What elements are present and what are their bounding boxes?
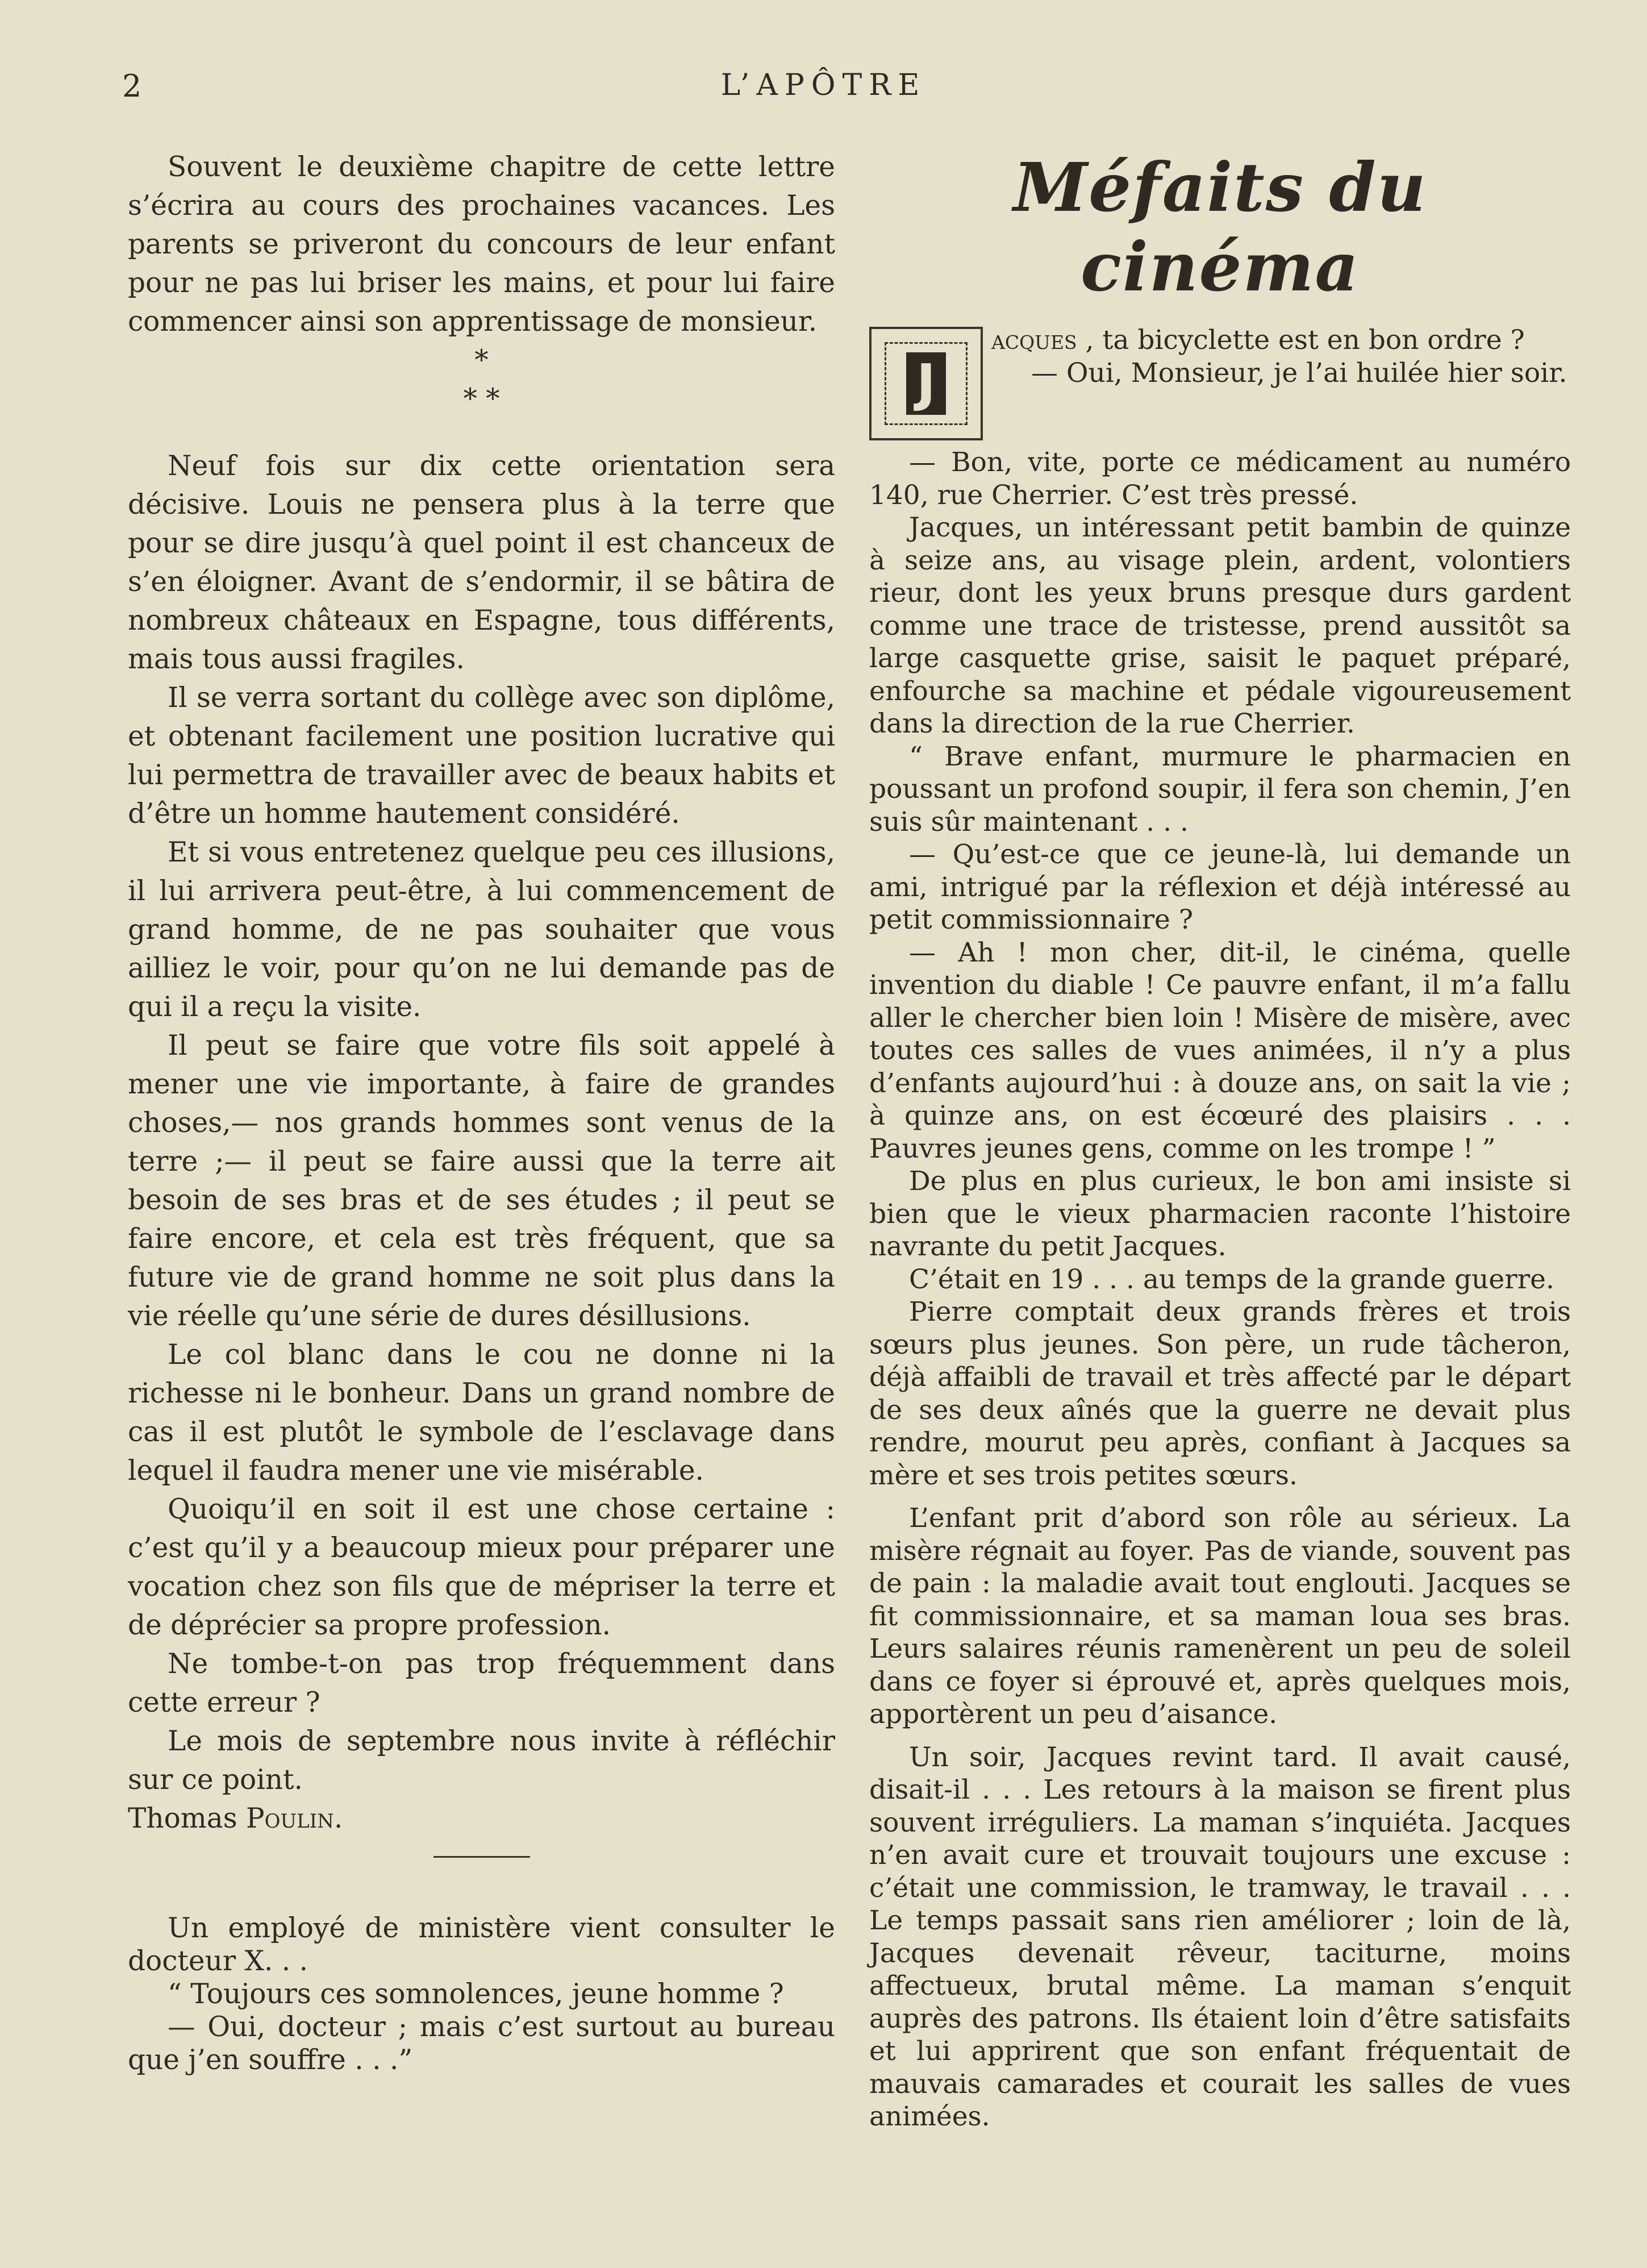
left-column: [128, 148, 835, 2076]
article-title: Méfaits du cinéma: [1013, 148, 1427, 306]
opening-block: [869, 324, 1571, 477]
paragraph: Le col blanc dans le cou ne donne ni la richesse ni le bonheur. Dans un grand nombre de cas il est plutôt le symbole de l’esclavage dans lequel il faudra mener une vie misérable.: [128, 1339, 835, 1487]
anecdote-line: Un employé de ministère vient consulter le docteur X. . .: [128, 1912, 835, 1977]
paragraph: De plus en plus curieux, le bon ami insiste si bien que le vieux pharmacien raconte l’histoire navrante du petit Jacques.: [869, 1166, 1571, 1262]
author-last-name: Poulin.: [246, 1803, 343, 1834]
paragraph: Souvent le deuxième chapitre de cette lettre s’écrira au cours des prochaines vacances. Les parents se priveront du concours de leur enfant pour ne pas lui briser les mains, et pour lui faire commencer ainsi son apprentissage de monsieur.: [128, 151, 835, 338]
paragraph: Pierre comptait deux grands frères et trois sœurs plus jeunes. Son père, un rude tâcheron, déjà affaibli de travail et très affecté par le départ de ses deux aînés que la guerre ne devait plus rendre, mourut peu après, confiant à Jacques sa mère et ses trois petites sœurs.: [869, 1296, 1571, 1491]
paragraph: — Ah ! mon cher, dit-il, le cinéma, quelle invention du diable ! Ce pauvre enfant, il m’a fallu aller le chercher bien loin ! Misère de misère, avec toutes ces salles de vues animées, il n’y a plus d’enfants aujourd’hui : à douze ans, on sait la vie ; à quinze ans, on est écœuré des plaisirs . . . Pauvres jeunes gens, comme on les trompe ! ”: [869, 937, 1571, 1164]
lead-rest: , ta bicyclette est en bon ordre ?: [1077, 324, 1525, 356]
asterisks: * *: [463, 383, 500, 415]
paragraph: Un soir, Jacques revint tard. Il avait causé, disait-il . . . Les retours à la maison se firent plus souvent irréguliers. La maman s’inquiéta. Jacques n’en avait cure et trouvait toujours une excuse : c’était une commission, le tramway, le travail . . . Le temps passait sans rien améliorer ; loin de là, Jacques devenait rêveur, taciturne, moins affectueux, brutal même. La maman s’enquit auprès des patrons. Ils étaient loin d’être satisfaits et lui apprirent que son enfant fréquentait de mauvais camarades et courait les salles de vues animées.: [869, 1741, 1571, 2132]
paragraph: Le mois de septembre nous invite à réfléchir sur ce point.: [128, 1725, 835, 1796]
paragraph: Quoiqu’il en soit il est une chose certaine : c’est qu’il y a beaucoup mieux pour préparer une vocation chez son fils que de mépriser la terre et de déprécier sa propre profession.: [128, 1493, 835, 1641]
paragraph: Jacques, un intéressant petit bambin de quinze à seize ans, au visage plein, ardent, volontiers rieur, dont les yeux bruns presque durs gardent comme une trace de tristesse, prend aussitôt sa large casquette grise, saisit le paquet préparé, enfourche sa machine et pédale vigoureusement dans la direction de la rue Cherrier.: [869, 512, 1571, 739]
anecdote-line: — Oui, docteur ; mais c’est surtout au bureau que j’en souffre . . .”: [128, 2011, 835, 2076]
paragraph: C’était en 19 . . . au temps de la grande guerre.: [909, 1263, 1554, 1295]
paragraph: Neuf fois sur dix cette orientation sera décisive. Louis ne pensera plus à la terre que pour se dire jusqu’à quel point il est chanceux de s’en éloigner. Avant de s’endormir, il se bâtira de nombreux châteaux en Espagne, tous différents, mais tous aussi fragiles.: [128, 450, 835, 675]
paragraph: [991, 324, 1571, 357]
lead-word: acques: [991, 324, 1077, 356]
running-head: [122, 68, 1525, 114]
dropcap-letter: J: [906, 352, 946, 415]
paragraph: “ Brave enfant, murmure le pharmacien en poussant un profond soupir, il fera son chemin, J’en suis sûr maintenant . . .: [869, 740, 1571, 838]
ornamental-dropcap: [869, 327, 983, 440]
paragraph: L’enfant prit d’abord son rôle au sérieux. La misère régnait au foyer. Pas de viande, souvent pas de pain : la maladie avait tout englouti. Jacques se fit commissionnaire, et sa maman loua ses bras. Leurs salaires réunis ramenèrent un peu de soleil dans ce foyer si éprouvé et, après quelques mois, apportèrent un peu d’aisance.: [869, 1503, 1571, 1730]
paragraph: Il se verra sortant du collège avec son diplôme, et obtenant facilement une position lucrative qui lui permettra de travailler avec de beaux habits et d’être un homme hautement considéré.: [128, 682, 835, 830]
paragraph: — Qu’est-ce que ce jeune-là, lui demande un ami, intrigué par la réflexion et déjà intéressé au petit commissionnaire ?: [869, 839, 1571, 935]
section-break: [128, 341, 835, 418]
page-number: 2: [122, 68, 142, 104]
asterisk: *: [474, 344, 489, 376]
paragraph: Et si vous entretenez quelque peu ces illusions, il lui arrivera peut-être, à lui commencement de grand homme, de ne pas souhaiter que vous ailliez le voir, pour qu’on ne lui demande pas de qui il a reçu la visite.: [128, 837, 835, 1023]
paragraph: — Oui, Monsieur, je l’ai huilée hier soir.: [1031, 357, 1567, 389]
paragraph: — Bon, vite, porte ce médicament au numéro 140, rue Cherrier. C’est très pressé.: [869, 447, 1571, 511]
paragraph: Il peut se faire que votre fils soit appelé à mener une vie importante, à faire de grandes choses,— nos grands hommes sont venus de la terre ;— il peut se faire aussi que la terre ait besoin de ses bras et de ses études ; il peut se faire encore, et cela est très fréquent, que sa future vie de grand homme ne soit plus dans la vie réelle qu’une série de dures désillusions.: [128, 1030, 835, 1332]
dropcap-frame: [885, 342, 968, 425]
opening-dialogue: [991, 324, 1571, 389]
anecdote-line: “ Toujours ces somnolences, jeune homme ?: [168, 1978, 784, 2010]
right-column: [869, 148, 1571, 2133]
author-first-name: Thomas: [128, 1803, 246, 1834]
author-signature: [128, 1799, 835, 1838]
journal-title: L’APÔTRE: [720, 68, 927, 102]
paragraph: Ne tombe-t-on pas trop fréquemment dans cette erreur ?: [128, 1648, 835, 1718]
